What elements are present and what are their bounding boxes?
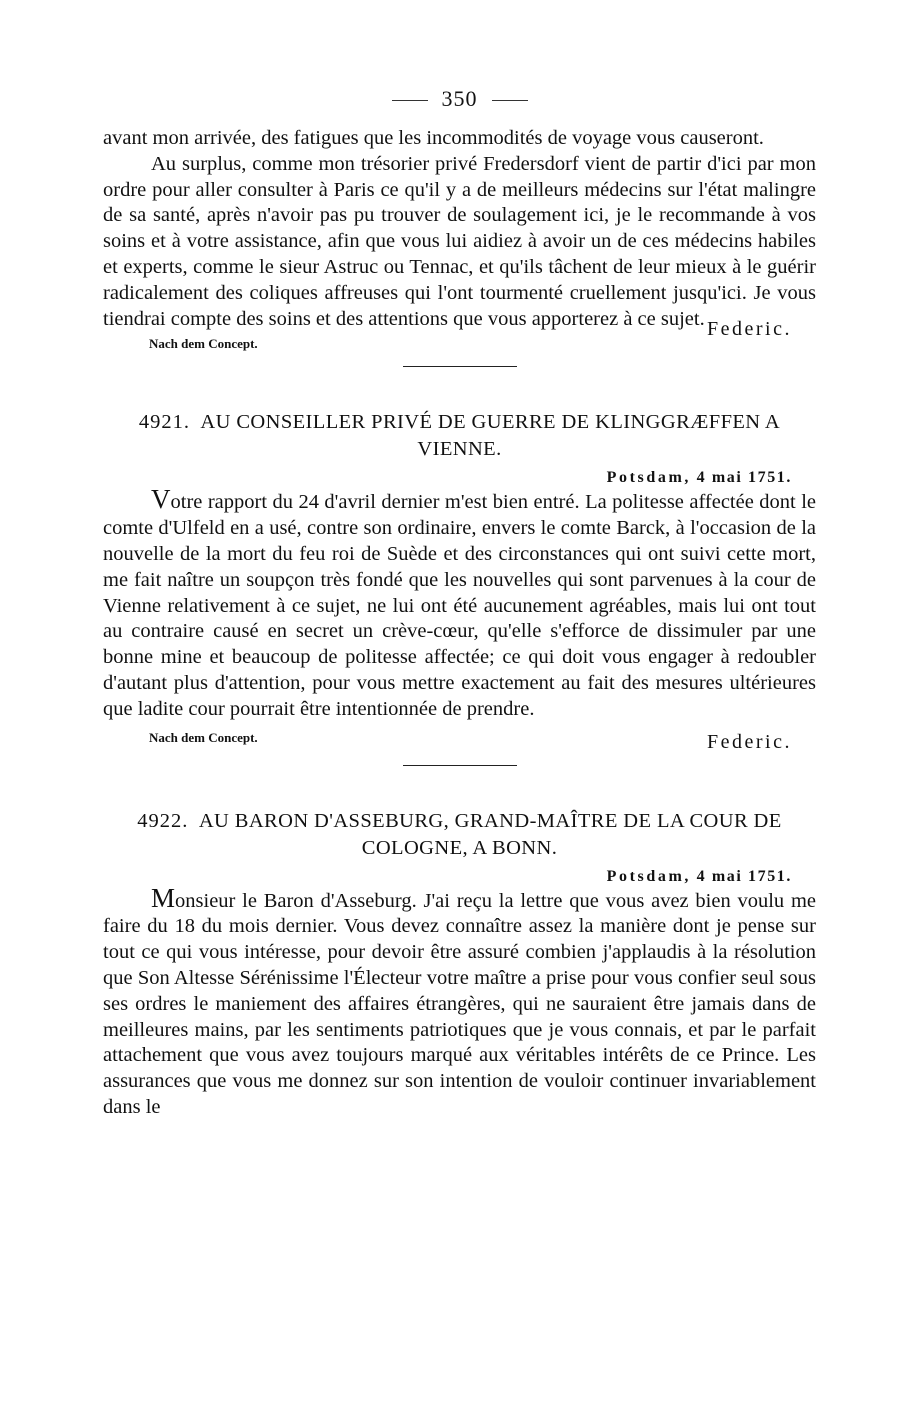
header-dash-left	[392, 100, 428, 101]
signature-row	[103, 723, 816, 753]
letter-title: AU CONSEILLER PRIVÉ DE GUERRE DE KLINGGRÆFFEN A VIENNE.	[200, 411, 781, 461]
page-header	[103, 86, 816, 126]
signature: Federic.	[707, 318, 792, 341]
drop-initial: M	[151, 882, 176, 913]
paragraph: Au surplus, comme mon trésorier privé Fredersdorf vient de partir d'ici par mon ordre pour aller consulter à Paris ce qu'il y a de meilleurs médecins sur l'état malingre de sa santé, après n'avoir pas pu trouver de soulagement ici, je le recommande à vos soins et à votre assistance, afin que vous lui aidiez à avoir un de ces médecins habiles et experts, comme le sieur Astruc ou Tennac, et qu'ils tâchent de leur mieux à le guérir radicalement des coliques affreuses qui l'ont tourmenté cruellement jusqu'ici. Je vous tiendrai compte des soins et des attentions que vous apporterez à ce sujet.	[103, 152, 816, 330]
place: Potsdam,	[606, 867, 692, 885]
signature-row	[103, 318, 816, 352]
paragraph: avant mon arrivée, des fatigues que les incommodités de voyage vous causeront.	[103, 127, 764, 149]
letter-title: AU BARON D'ASSEBURG, GRAND-MAÎTRE DE LA COUR DE COLOGNE, A BONN.	[198, 809, 782, 859]
letter-heading	[103, 808, 816, 862]
source-note: Nach dem Concept.	[149, 729, 258, 745]
signature: Federic.	[707, 730, 792, 753]
drop-initial: V	[151, 484, 171, 515]
letter-number: 4922.	[137, 809, 189, 832]
letter-4922	[103, 808, 816, 1121]
body-text: otre rapport du 24 d'avril dernier m'est bien entré. La politesse affectée dont le comte d'Ulfeld en a usé, contre son ordinaire, envers le comte Barck, à l'occasion de la nouvelle de la mort du feu roi de Suède et des circonstances qui ont suivi cette mort, me fait naître un soupçon très fondé que les nouvelles qui sont parvenues à la cour de Vienne relativement à ce sujet, ne lui ont été aucunement agréables, mais lui ont tout au contraire causé en secret un crève-cœur, qu'elle s'efforce de dissimuler par une bonne mine et beaucoup de politesse affectée; ce qui doit vous engager à redoubler d'autant plus d'attention, pour vous mettre exactement au fait des mesures ultérieures que ladite cour pourrait être intentionnée de prendre.	[103, 491, 816, 720]
letter-body	[103, 484, 816, 722]
date: 4 mai 1751.	[696, 867, 792, 885]
dateline	[103, 868, 816, 886]
header-dash-right	[492, 100, 528, 101]
body-text: onsieur le Baron d'Asseburg. J'ai reçu la lettre que vous avez bien voulu me faire du 18 du mois dernier. Vous devez connaître assez la manière dont je pense sur tout ce qui vous intéresse, pour devoir être assuré combien j'applaudis à la résolution que Son Altesse Sérénissime l'Électeur votre maître a prise pour vous confier seul sous ses ordres le maniement des affaires étrangères, qui ne sauraient être jamais dans de meilleures mains, par les sentiments patriotiques que je vous connais, et par le parfait attachement que vous avez toujours marqué aux véritables intérêts de ce Prince. Les assurances que vous me donnez sur son intention de vouloir continuer invariablement dans le	[103, 889, 816, 1118]
dateline	[103, 469, 816, 487]
letter-heading	[103, 409, 816, 463]
page-number: 350	[441, 86, 478, 111]
letter-number: 4921.	[138, 411, 190, 434]
date: 4 mai 1751.	[696, 469, 792, 487]
letter-previous-end	[103, 126, 816, 367]
letter-4921	[103, 409, 816, 765]
separator-rule	[403, 765, 517, 766]
source-note: Nach dem Concept.	[149, 336, 258, 352]
separator-rule	[403, 366, 517, 367]
document-page	[103, 86, 816, 1121]
place: Potsdam,	[606, 469, 692, 487]
letter-body	[103, 882, 816, 1121]
